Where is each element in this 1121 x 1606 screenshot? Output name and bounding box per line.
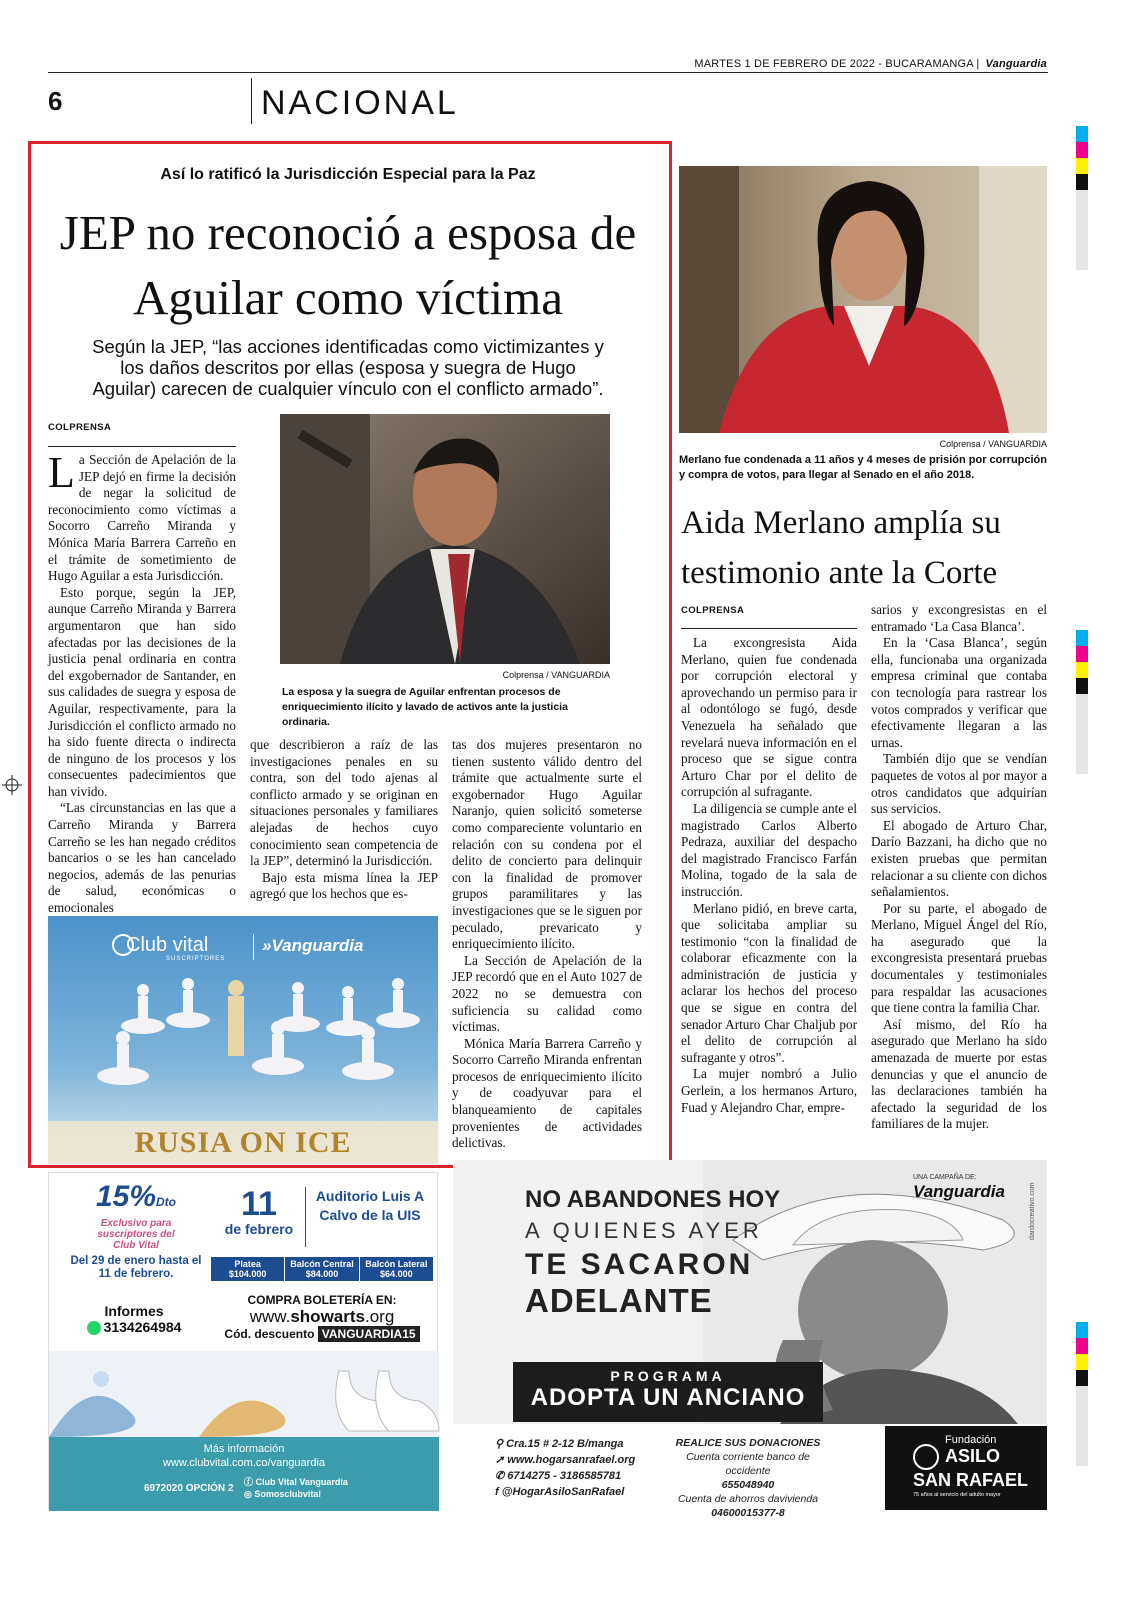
- vanguardia-logo: »Vanguardia: [262, 936, 364, 955]
- url-suffix: .org: [364, 1307, 395, 1326]
- side-headline: Aida Merlano amplía su testimonio ante la Corte: [681, 505, 1001, 591]
- informes-label: Informes: [104, 1303, 164, 1319]
- paragraph: También dijo que se vendían paquetes de votos al por mayor a otros candidatos que adquirían sus servicios.: [871, 751, 1047, 817]
- discount-suffix: Dto: [156, 1195, 177, 1209]
- price-zone: Balcón Lateral: [365, 1259, 428, 1269]
- section-divider: [251, 78, 252, 124]
- phone-text: 6714275 - 3186585781: [507, 1470, 622, 1482]
- slogan-line-1: NO ABANDONES HOY: [525, 1186, 781, 1213]
- price-zone: Balcón Central: [290, 1259, 354, 1269]
- clubvital-text: Club vital: [126, 934, 209, 956]
- aguilar-photo: [280, 414, 610, 664]
- article-column-3: [452, 737, 642, 1152]
- phone-icon: ✆: [495, 1470, 508, 1482]
- phone-number: 3134264984: [103, 1319, 182, 1335]
- price-zone: Platea: [234, 1259, 261, 1269]
- price-cell: [360, 1257, 433, 1281]
- program-label: PROGRAMA: [610, 1368, 726, 1384]
- clubvital-sub: SUSCRIPTORES: [166, 956, 226, 962]
- facebook-icon: f: [495, 1486, 502, 1498]
- web-line[interactable]: [495, 1452, 635, 1468]
- url-bold: showarts: [290, 1307, 365, 1326]
- account-number: 655048940: [721, 1479, 775, 1491]
- clubvital-icon: [112, 934, 134, 956]
- event-day: 11: [241, 1185, 277, 1223]
- header-rule: [48, 72, 1048, 73]
- discount-percent: 15%: [95, 1180, 157, 1213]
- paragraph: Merlano pidió, en breve carta, que solicitaba ampliar su testimonio “con la finalidad de colaborar eficazmente con la administración de justicia y aclarar los hechos del proceso que se sigue en contra del senador Arturo Char Chaljub por el delito de corrupción al sufragante y otros”.: [681, 900, 857, 1065]
- clubvital-logo: [126, 934, 208, 957]
- contact-line: 6972020 OPCIÓN 2: [144, 1483, 234, 1494]
- article-deck: Según la JEP, “las acciones identificadas como victimizantes y los daños descritos por ellas (esposa y suegra de Hugo Aguilar) carecen de cualquier vínculo con el conflicto armado”.: [92, 336, 604, 399]
- drop-cap: L: [48, 448, 75, 497]
- price-value: $84.000: [305, 1269, 339, 1279]
- social-link-1[interactable]: [244, 1475, 348, 1488]
- event-date: [217, 1187, 301, 1237]
- facebook-icon: ⓕ: [244, 1477, 254, 1487]
- paragraph: La excongresista Aida Merlano, quien fue condenada por corrupción electoral y aprovechando un permiso para ir al odontólogo se fugó, desde Venezuela ha señalado que revelará nueva información en el proceso que se sigue contra Arturo Char por el delito de corrupción al sufragante.: [681, 635, 857, 800]
- date-line: [694, 58, 1047, 70]
- article-kicker: Así lo ratificó la Jurisdicción Especial para la Paz: [160, 166, 536, 183]
- page-number: 6: [48, 86, 63, 116]
- date-text: MARTES 1 DE FEBRERO DE 2022 - BUCARAMANGA |: [694, 58, 980, 70]
- social-text: Somosclubvital: [254, 1489, 321, 1499]
- paragraph: La Sección de Apelación de la JEP recordó que en el Auto 1027 de 2022 no se demuestra con suficiencia su calidad como víctimas.: [452, 952, 642, 1035]
- location-icon: ⚲: [495, 1438, 507, 1450]
- more-info-label: Más información: [203, 1443, 285, 1455]
- article-column-1: [48, 448, 236, 917]
- color-registration-bar: [1076, 126, 1088, 270]
- byline-rule: [681, 628, 857, 629]
- instagram-icon: ◎: [244, 1489, 252, 1499]
- event-month: de febrero: [224, 1221, 294, 1237]
- paragraph: sarios y excongresistas en el entramado ‘La Casa Blanca’.: [871, 602, 1047, 634]
- price-value: $64.000: [380, 1269, 413, 1279]
- paragraph: tas dos mujeres presentaron no tienen sustento válido dentro del trámite que actualmente surte el exgobernador Hugo Aguilar Naranjo, quien solicitó someterse como compareciente voluntario en relación con su condena por el delito de concierto para delinquir con la finalidad de promover grupos paramilitares y las investigaciones que se le siguen por peculado, prevaricato y enriquecimiento ilícito.: [452, 737, 642, 952]
- merlano-photo: [679, 166, 1047, 433]
- discount-value: [61, 1181, 211, 1218]
- web-text: www.hogarsanrafael.org: [507, 1454, 636, 1466]
- campaign-label: UNA CAMPAÑA DE:: [913, 1174, 977, 1181]
- article-column-2: [250, 737, 438, 903]
- photo-credit: Colprensa / VANGUARDIA: [502, 670, 610, 680]
- donations-block: [663, 1436, 833, 1520]
- showarts-ad[interactable]: [48, 1172, 438, 1510]
- price-cell: [211, 1257, 285, 1281]
- url-prefix: www.: [249, 1307, 291, 1326]
- event-venue: Auditorio Luis A Calvo de la UIS: [315, 1188, 425, 1223]
- info-footer: [49, 1437, 439, 1511]
- account-label: Cuenta de ahorros davivienda: [677, 1493, 819, 1505]
- discount-code: VANGUARDIA15: [318, 1326, 420, 1342]
- paragraph: Así mismo, del Río ha asegurado que Merlano ha sido amenazada de muerte por estas denuncias y que el anuncio de las declaraciones también ha afectado la seguridad de los familiares de la mujer.: [871, 1016, 1047, 1132]
- more-info-url[interactable]: www.clubvital.com.co/vanguardia: [162, 1457, 326, 1469]
- phone-line[interactable]: [69, 1319, 199, 1335]
- article-byline: COLPRENSA: [48, 422, 112, 433]
- side-byline: COLPRENSA: [681, 605, 745, 616]
- buy-label: COMPRA BOLETERÍA EN:: [247, 1293, 397, 1307]
- paragraph: La diligencia se cumple ante el magistrado Carlos Alberto Pedraza, auxiliar del despacho del magistrado Francisco Farfán Molina, togado de la sala de instrucción.: [681, 800, 857, 899]
- campaign-brand: Vanguardia: [913, 1182, 1005, 1201]
- price-cell: [285, 1257, 359, 1281]
- social-link-2[interactable]: [244, 1489, 321, 1500]
- social-line[interactable]: [495, 1484, 635, 1500]
- address-line: [495, 1436, 635, 1452]
- vanguardia-text: Vanguardia: [271, 936, 364, 955]
- paragraph: La mujer nombró a Julio Gerlein, a los hermanos Arturo, Fuad y Alejandro Char, empre-: [681, 1066, 857, 1115]
- color-registration-bar: [1076, 1322, 1088, 1466]
- cursor-icon: ➚: [495, 1454, 508, 1466]
- ad-divider: [253, 934, 254, 960]
- rusia-on-ice-ad[interactable]: [48, 916, 438, 1164]
- code-label: Cód. descuento: [224, 1327, 315, 1341]
- foundation-logo: [885, 1426, 1047, 1510]
- brand-logo: Vanguardia: [985, 58, 1047, 70]
- ticket-url[interactable]: [211, 1307, 433, 1327]
- asilo-ad[interactable]: [453, 1160, 1047, 1519]
- exclusive-text: Exclusivo para suscriptores del Club Vital: [97, 1218, 175, 1251]
- photo-caption: Merlano fue condenada a 11 años y 4 meses de prisión por corrupción y compra de votos, para llegar al Senado en el año 2018.: [679, 454, 1047, 481]
- swan-lake-illustration: [49, 1351, 439, 1437]
- contact-list: [495, 1436, 635, 1500]
- photo-caption: La esposa y la suegra de Aguilar enfrentan procesos de enriquecimiento ilícito y lavado de activos ante la justicia ordinaria.: [282, 686, 568, 728]
- paragraph: En la ‘Casa Blanca’, según ella, funcionaba una organizada empresa criminal que contaba con tecnología para rastrear los votos comprados y verificar que efectivamente llegaran a las urnas.: [871, 635, 1047, 750]
- social-text: Club Vital Vanguardia: [255, 1477, 348, 1487]
- ticket-block: [211, 1293, 433, 1341]
- promo-dates: Del 29 de enero hasta el 11 de febrero.: [70, 1255, 202, 1280]
- ad-divider: [305, 1187, 306, 1247]
- photo-credit: Colprensa / VANGUARDIA: [939, 439, 1047, 449]
- foundation-name-2: SAN RAFAEL: [913, 1470, 1029, 1490]
- paragraph: Mónica María Barrera Carreño y Socorro Carreño Miranda enfrentan procesos de enriquecimiento ilícito y de coadyuvar para el blanqueamiento de capitales provenientes de actividades delictivas.: [452, 1035, 642, 1151]
- phone-line: [495, 1468, 635, 1484]
- side-column-1: [681, 635, 857, 1116]
- agency-credit: dardocreativo.com: [1029, 1182, 1036, 1240]
- slogan-line-3: TE SACARON: [525, 1248, 754, 1281]
- section-title: NACIONAL: [261, 84, 459, 122]
- paragraph: Esto porque, según la JEP, aunque Carreño Miranda y Barrera argumentaron que han sido afectadas por las decisiones de la justicia penal ordinaria en contra del exgobernador de Santander, en sus calidades de suegra y esposa de Aguilar, respectivamente, para la Jurisdicción el conflicto armado no ha sido fuente directa o indirecta de ninguno de los procesos y los consecuentes padecimientos que han vivido.: [48, 584, 236, 799]
- informes-block: [69, 1303, 199, 1335]
- program-banner: [513, 1362, 823, 1422]
- slogan-line-4: ADELANTE: [525, 1282, 713, 1319]
- address-text: Cra.15 # 2-12 B/manga: [506, 1438, 624, 1450]
- whatsapp-icon: [87, 1321, 101, 1335]
- price-table: [211, 1257, 433, 1281]
- side-column-2: [871, 602, 1047, 1133]
- slogan-line-2: A QUIENES AYER: [525, 1218, 763, 1243]
- program-name: ADOPTA UN ANCIANO: [530, 1384, 806, 1411]
- paragraph: El abogado de Arturo Char, Darío Bazzani, ha dicho que no existen pruebas que permitan relacionar a su cliente con dichos señalamientos.: [871, 817, 1047, 900]
- article-headline: JEP no reconoció a esposa de Aguilar como víctima: [59, 205, 637, 325]
- price-value: $104.000: [228, 1269, 267, 1279]
- discount-block: [61, 1181, 211, 1281]
- paragraph: Bajo esta misma línea la JEP agregó que los hechos que es-: [250, 869, 438, 902]
- foundation-tagline: 75 años al servicio del adulto mayor: [913, 1492, 1001, 1498]
- byline-rule: [48, 446, 236, 447]
- paragraph: a Sección de Apelación de la JEP dejó en firme la decisión de negar la solicitud de reconocimiento como víctimas a Socorro Carreño Miranda y Mónica María Barrera Carreño en el trámite de sometimiento de Hugo Aguilar a esta Jurisdicción.: [48, 452, 236, 584]
- account-label: Cuenta corriente banco de occidente: [686, 1451, 810, 1477]
- paragraph: que describieron a raíz de las investigaciones penales en su contra, son del todo ajenas al conflicto armado y se originan en situaciones personales y familiares alejadas de hechos cuyo conocimiento sean competencia de la JEP”, determinó la Jurisdicción.: [250, 737, 438, 869]
- paragraph: “Las circunstancias en las que a Carreño Miranda y Barrera Carreño se les han negado créditos bancarios o se les han cancelado negocios, además de las penurias de salud, económicas o emocionales: [48, 800, 236, 916]
- foundation-name-1: ASILO: [945, 1446, 1001, 1466]
- account-number: 04600015377-8: [711, 1507, 785, 1519]
- ad-title: RUSIA ON ICE: [134, 1126, 352, 1159]
- paragraph: Por su parte, el abogado de Merlano, Miguel Ángel del Río, ha asegurado que la excongresista presentará pruebas documentales y testimoniales para respaldar las acusaciones que tiene contra la familia Char.: [871, 900, 1047, 1016]
- crosshair-mark-icon: [2, 775, 22, 795]
- foundation-pre: Fundación: [945, 1434, 997, 1446]
- color-registration-bar: [1076, 630, 1088, 774]
- donations-title: REALICE SUS DONACIONES: [675, 1437, 821, 1449]
- social-text: @HogarAsiloSanRafael: [501, 1486, 625, 1498]
- foundation-icon: [913, 1444, 939, 1470]
